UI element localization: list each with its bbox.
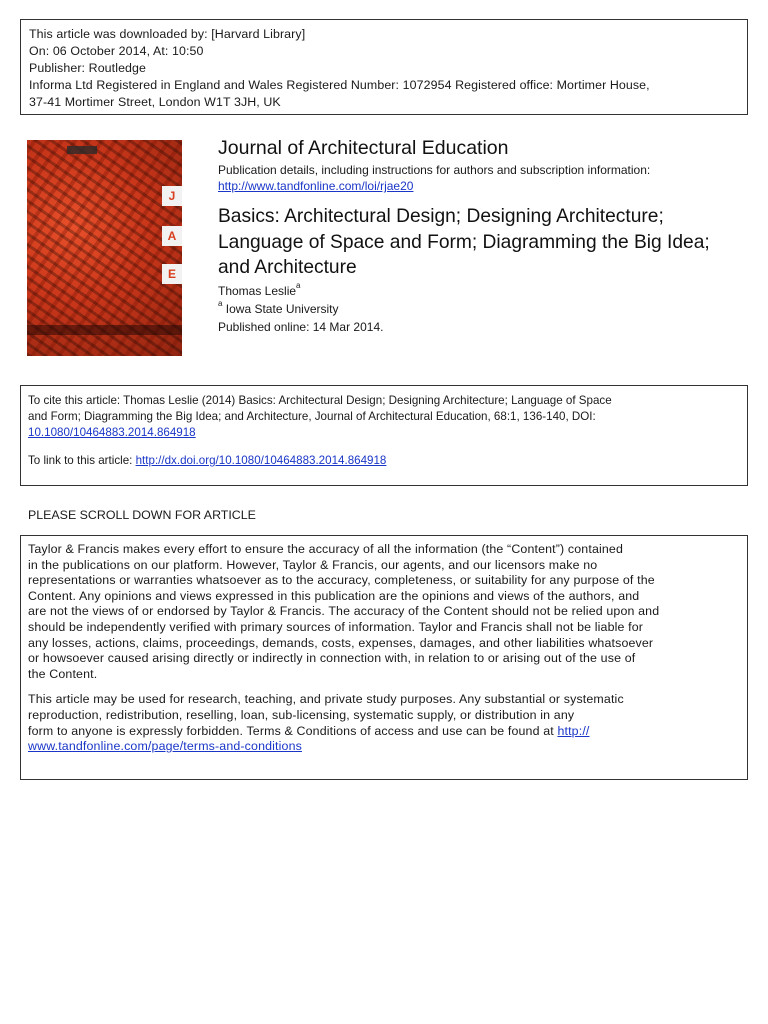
download-line: This article was downloaded by: [Harvard Library] [29, 27, 306, 41]
publication-details-text: Publication details, including instructions for authors and subscription information: [218, 163, 651, 177]
cover-masthead [67, 146, 97, 154]
disclaimer-line: or howsoever caused arising directly or indirectly in connection with, in relation to or arising out of the use of [28, 651, 636, 666]
journal-cover-image [27, 140, 182, 356]
scroll-down-note: PLEASE SCROLL DOWN FOR ARTICLE [28, 508, 256, 522]
article-title: Basics: Architectural Design; Designing Architecture; Language of Space and Form; Diagramming the Big Idea; and Architecture [218, 206, 710, 278]
article-doi-url-link[interactable]: http://dx.doi.org/10.1080/10464883.2014.864918 [135, 454, 387, 467]
terms-link-part-1[interactable]: http:// [557, 723, 590, 738]
disclaimer-line: are not the views of or endorsed by Taylor & Francis. The accuracy of the Content should not be relied upon and [28, 604, 660, 619]
author-affiliation-marker: a [296, 281, 301, 290]
download-notice-box [20, 19, 748, 115]
doi-link[interactable]: 10.1080/10464883.2014.864918 [28, 426, 196, 439]
affiliation-marker: a [218, 299, 223, 308]
disclaimer-line: in the publications on our platform. However, Taylor & Francis, our agents, and our licensors make no [28, 557, 598, 572]
published-date: Published online: 14 Mar 2014. [218, 320, 384, 334]
usage-line: This article may be used for research, teaching, and private study purposes. Any substantial or systematic [28, 692, 624, 707]
address-line: 37-41 Mortimer Street, London W1T 3JH, UK [29, 95, 281, 109]
cover-letter-j: J [162, 186, 182, 206]
publisher-line: Publisher: Routledge [29, 61, 147, 75]
citation-line-2: and Form; Diagramming the Big Idea; and Architecture, Journal of Architectural Education, 68:1, 136-140, DOI: [28, 410, 596, 423]
usage-line: reproduction, redistribution, reselling, loan, sub-licensing, systematic supply, or distribution in any [28, 707, 575, 722]
disclaimer-line: representations or warranties whatsoever as to the accuracy, completeness, or suitability for any purpose of the [28, 573, 655, 588]
author-line [218, 281, 301, 298]
usage-line [28, 724, 747, 740]
journal-title: Journal of Architectural Education [218, 137, 509, 159]
disclaimer-line: Content. Any opinions and views expressed in this publication are the opinions and views of the authors, and [28, 588, 640, 603]
citation-box [20, 385, 748, 486]
download-date-line: On: 06 October 2014, At: 10:50 [29, 44, 204, 58]
cover-letter-e: E [162, 264, 182, 284]
affiliation-name: Iowa State University [222, 302, 339, 316]
citation-line-1: To cite this article: Thomas Leslie (2014) Basics: Architectural Design; Designing Architecture; Language of Space [28, 394, 612, 407]
publication-details [218, 162, 650, 194]
terms-link-part-2[interactable]: www.tandfonline.com/page/terms-and-conditions [28, 739, 302, 754]
disclaimer-line: should be independently verified with primary sources of information. Taylor and Francis shall not be liable for [28, 619, 644, 634]
cover-letter-a: A [162, 226, 182, 246]
disclaimer-line: any losses, actions, claims, proceedings, demands, costs, expenses, damages, and other liabilities whatsoever [28, 635, 654, 650]
cover-footer-strip [27, 325, 182, 335]
usage-line-text: form to anyone is expressly forbidden. Terms & Conditions of access and use can be found at [28, 723, 558, 738]
author-name: Thomas Leslie [218, 284, 297, 298]
link-label: To link to this article: [28, 454, 136, 467]
disclaimer-box [20, 535, 748, 780]
journal-url-link[interactable]: http://www.tandfonline.com/loi/rjae20 [218, 179, 414, 193]
disclaimer-line: the Content. [28, 666, 98, 681]
link-line [28, 453, 747, 469]
affiliation-line [218, 299, 339, 316]
disclaimer-line: Taylor & Francis makes every effort to ensure the accuracy of all the information (the “Content”) contained [28, 542, 624, 556]
registration-line: Informa Ltd Registered in England and Wales Registered Number: 1072954 Registered office: Mortimer House, [29, 78, 650, 92]
